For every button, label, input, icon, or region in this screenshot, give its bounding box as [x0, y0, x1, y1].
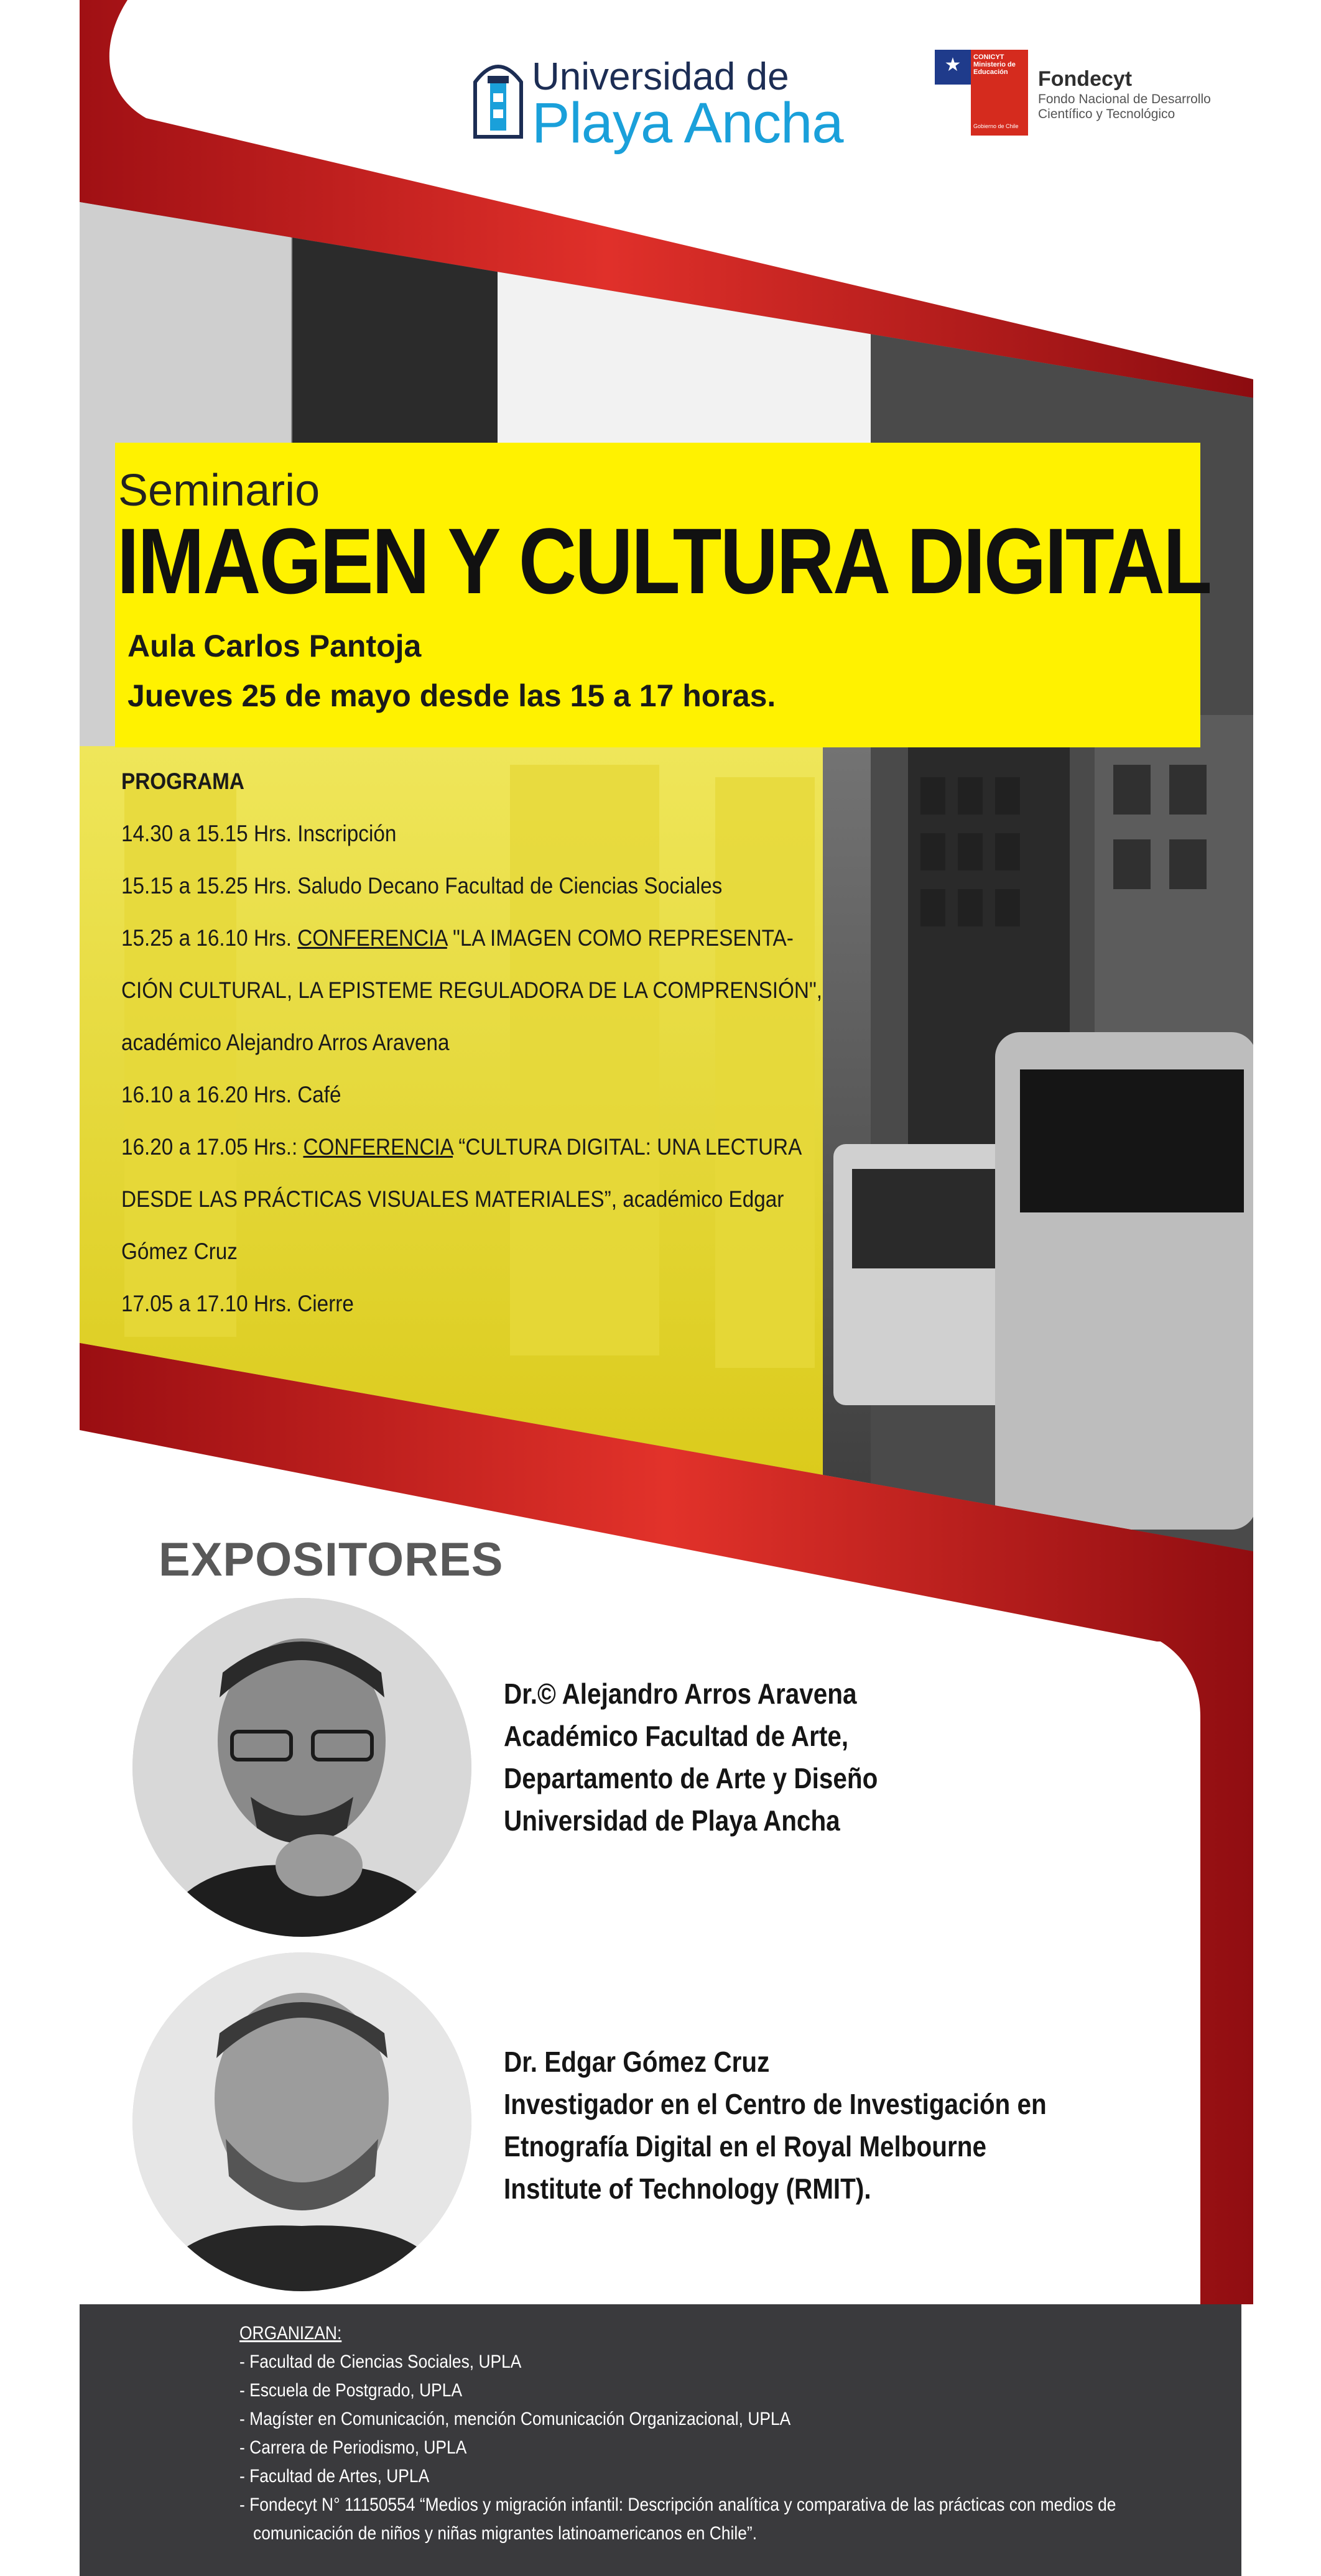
- flag-blue-field: [935, 50, 971, 85]
- speaker-2-role: Investigador en el Centro de Investigación en: [504, 2088, 1047, 2120]
- event-title: IMAGEN Y CULTURA DIGITAL: [117, 509, 1211, 613]
- speaker-2-name: Dr. Edgar Gómez Cruz: [504, 2046, 770, 2078]
- conicyt-flag-logo: [935, 50, 1028, 136]
- program-item: Gómez Cruz: [121, 1239, 238, 1264]
- organizer-item: - Magíster en Comunicación, mención Comunicación Organizacional, UPLA: [239, 2409, 791, 2429]
- speaker-2-department: Etnografía Digital en el Royal Melbourne: [504, 2130, 986, 2163]
- program-item: académico Alejandro Arros Aravena: [121, 1030, 450, 1055]
- organizer-item: - Facultad de Artes, UPLA: [239, 2466, 430, 2486]
- speaker-2-photo: [132, 1952, 471, 2291]
- speaker-2-info: [504, 2041, 1047, 2210]
- fondecyt-subtitle-2: Científico y Tecnológico: [1038, 107, 1175, 121]
- conference-label: CONFERENCIA: [297, 925, 447, 951]
- speaker-1-institution: Universidad de Playa Ancha: [504, 1804, 840, 1837]
- gobierno-label: Gobierno de Chile: [973, 123, 1019, 129]
- conference-label: CONFERENCIA: [303, 1134, 453, 1160]
- program-item: DESDE LAS PRÁCTICAS VISUALES MATERIALES”, académico Edgar: [121, 1186, 784, 1212]
- speaker-2-institution: Institute of Technology (RMIT).: [504, 2172, 871, 2205]
- program-item: 14.30 a 15.15 Hrs. Inscripción: [121, 821, 397, 846]
- program-text: "LA IMAGEN COMO REPRESENTA-: [447, 925, 794, 951]
- program-item: CIÓN CULTURAL, LA EPISTEME REGULADORA DE LA COMPRENSIÓN",: [121, 977, 823, 1003]
- fondecyt-logo: [935, 50, 1283, 140]
- program-text: “CULTURA DIGITAL: UNA LECTURA: [453, 1134, 802, 1160]
- program-item: [121, 912, 794, 964]
- speakers-heading: EXPOSITORES: [159, 1533, 504, 1586]
- organizers-list: [239, 2319, 1210, 2548]
- event-date: Jueves 25 de mayo desde las 15 a 17 horas.: [127, 678, 776, 713]
- program-item: [121, 1121, 802, 1173]
- upla-name-line2: Playa Ancha: [532, 91, 843, 155]
- lighthouse-icon: [473, 57, 524, 139]
- organizer-item: - Escuela de Postgrado, UPLA: [239, 2380, 463, 2401]
- flag-white-field: [935, 85, 971, 136]
- organizer-item: - Carrera de Periodismo, UPLA: [239, 2437, 467, 2458]
- fondecyt-subtitle-1: Fondo Nacional de Desarrollo: [1038, 92, 1211, 106]
- speaker-1-photo: [132, 1598, 471, 1937]
- program-heading: PROGRAMA: [121, 769, 244, 794]
- upla-name-line1: Universidad de: [532, 55, 789, 98]
- speaker-1-info: [504, 1673, 878, 1842]
- conicyt-label: CONICYT Ministerio de Educación: [973, 53, 1016, 76]
- speaker-1-name: Dr.© Alejandro Arros Aravena: [504, 1678, 857, 1710]
- event-kicker: Seminario: [118, 466, 320, 515]
- speaker-1-role: Académico Facultad de Arte,: [504, 1720, 849, 1752]
- program-time: 16.20 a 17.05 Hrs.:: [121, 1134, 304, 1160]
- organizer-item: comunicación de niños y niñas migrantes latinoamericanos en Chile”.: [239, 2523, 758, 2544]
- fondecyt-title: Fondecyt: [1038, 67, 1133, 91]
- event-venue: Aula Carlos Pantoja: [127, 629, 422, 663]
- organizer-item: - Fondecyt N° 11150554 “Medios y migración infantil: Descripción analítica y comparativa de las prácticas con medios de: [239, 2495, 1116, 2515]
- program-item: 16.10 a 16.20 Hrs. Café: [121, 1082, 341, 1107]
- program-item: 17.05 a 17.10 Hrs. Cierre: [121, 1291, 354, 1316]
- speaker-1-department: Departamento de Arte y Diseño: [504, 1762, 878, 1794]
- upla-logo: [473, 55, 843, 155]
- star-icon: ★: [944, 55, 962, 75]
- program-list: [121, 755, 823, 1330]
- program-time: 15.25 a 16.10 Hrs.: [121, 925, 298, 951]
- organizers-heading: ORGANIZAN:: [239, 2323, 342, 2343]
- program-item: 15.15 a 15.25 Hrs. Saludo Decano Facultad de Ciencias Sociales: [121, 873, 723, 898]
- organizer-item: - Facultad de Ciencias Sociales, UPLA: [239, 2352, 522, 2372]
